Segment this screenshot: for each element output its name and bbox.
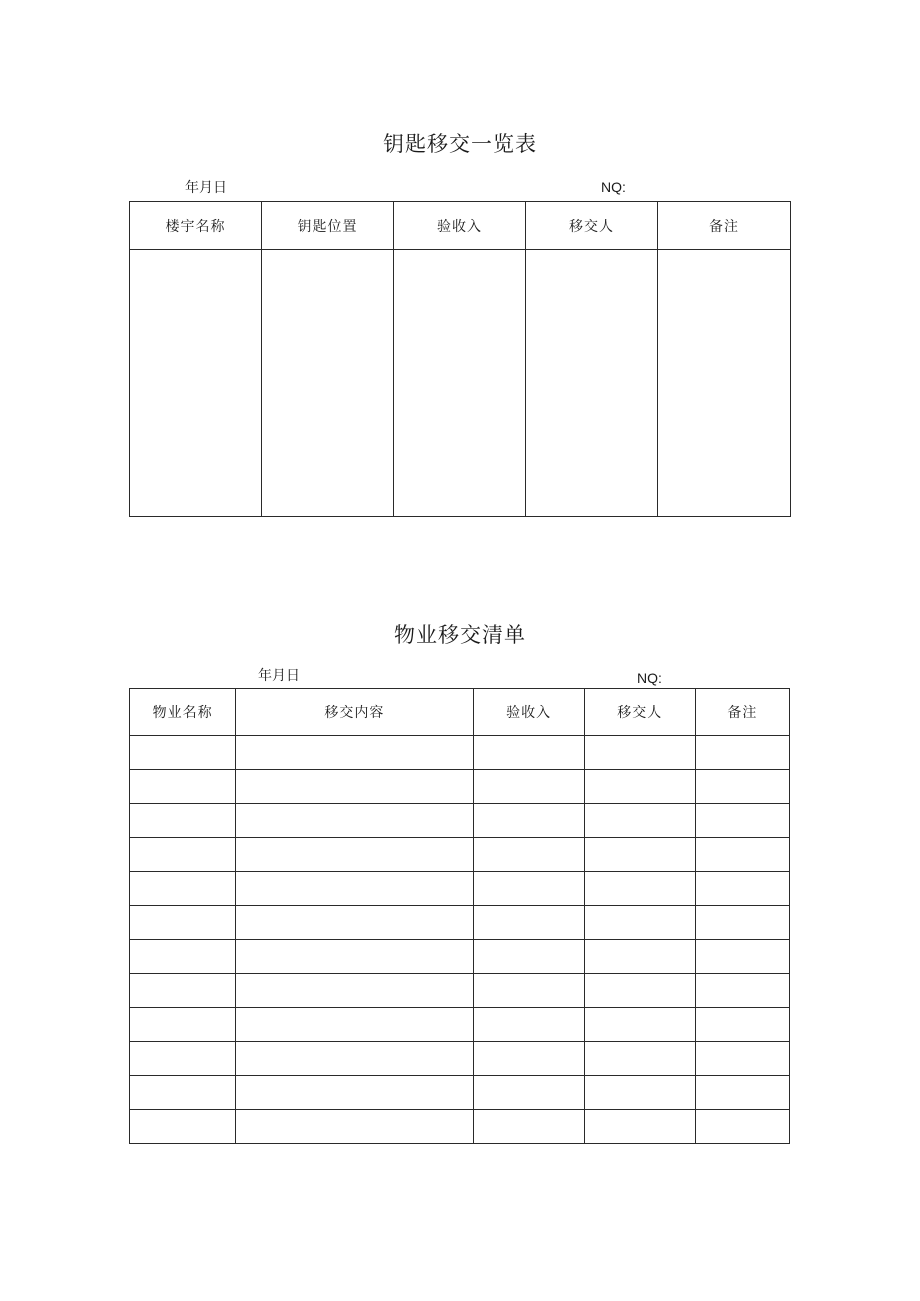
key-handover-table — [129, 201, 791, 517]
table-cell[interactable] — [584, 906, 695, 940]
table-row — [130, 1008, 790, 1042]
table-cell[interactable] — [473, 1042, 584, 1076]
table-cell[interactable] — [526, 250, 658, 517]
table-row — [130, 1042, 790, 1076]
table-cell[interactable] — [695, 1042, 789, 1076]
table-cell[interactable] — [130, 940, 236, 974]
table-cell[interactable] — [584, 736, 695, 770]
table-cell[interactable] — [236, 1076, 473, 1110]
table-cell[interactable] — [584, 1042, 695, 1076]
table-row — [130, 872, 790, 906]
table-cell[interactable] — [473, 872, 584, 906]
property-table-number-label: NQ: — [637, 670, 662, 686]
table-header-row — [130, 202, 791, 250]
table-cell[interactable] — [130, 872, 236, 906]
table-cell[interactable] — [130, 974, 236, 1008]
table-cell[interactable] — [130, 906, 236, 940]
table-header-row — [130, 689, 790, 736]
table-row — [130, 804, 790, 838]
column-header-receiver: 验收入 — [473, 689, 584, 736]
table-cell[interactable] — [473, 804, 584, 838]
table-cell[interactable] — [695, 1076, 789, 1110]
table-cell[interactable] — [584, 1008, 695, 1042]
table-cell[interactable] — [695, 838, 789, 872]
table-cell[interactable] — [584, 770, 695, 804]
table-cell[interactable] — [236, 1008, 473, 1042]
table-cell[interactable] — [236, 906, 473, 940]
column-header-key-location: 钥匙位置 — [262, 202, 394, 250]
table-cell[interactable] — [695, 872, 789, 906]
column-header-remarks: 备注 — [658, 202, 791, 250]
table-cell[interactable] — [130, 736, 236, 770]
table-cell[interactable] — [473, 838, 584, 872]
table-cell[interactable] — [473, 940, 584, 974]
table-cell[interactable] — [236, 872, 473, 906]
table-cell[interactable] — [473, 770, 584, 804]
table-cell[interactable] — [584, 838, 695, 872]
table-row — [130, 1076, 790, 1110]
table-cell[interactable] — [236, 940, 473, 974]
table-cell[interactable] — [236, 838, 473, 872]
table-cell[interactable] — [130, 250, 262, 517]
table-cell[interactable] — [584, 940, 695, 974]
table-cell[interactable] — [473, 974, 584, 1008]
table-cell[interactable] — [584, 1110, 695, 1144]
table-cell[interactable] — [236, 804, 473, 838]
table-cell[interactable] — [658, 250, 791, 517]
table-cell[interactable] — [695, 736, 789, 770]
table-cell[interactable] — [130, 838, 236, 872]
table-cell[interactable] — [130, 1076, 236, 1110]
table-cell[interactable] — [394, 250, 526, 517]
table-row — [130, 974, 790, 1008]
table-cell[interactable] — [584, 974, 695, 1008]
key-handover-title: 钥匙移交一览表 — [383, 132, 537, 156]
table-cell[interactable] — [236, 1042, 473, 1076]
table-cell[interactable] — [584, 804, 695, 838]
property-handover-table — [129, 688, 790, 1144]
table-cell[interactable] — [695, 770, 789, 804]
column-header-remarks: 备注 — [695, 689, 789, 736]
table-cell[interactable] — [236, 1110, 473, 1144]
property-table-date-label: 年月日 — [258, 668, 300, 684]
key-table-number-label: NQ: — [601, 179, 626, 195]
table-cell[interactable] — [236, 974, 473, 1008]
table-cell[interactable] — [473, 1008, 584, 1042]
column-header-handover-content: 移交内容 — [236, 689, 473, 736]
table-cell[interactable] — [130, 1110, 236, 1144]
column-header-building-name: 楼宇名称 — [130, 202, 262, 250]
table-cell[interactable] — [695, 974, 789, 1008]
column-header-handover-person: 移交人 — [526, 202, 658, 250]
table-cell[interactable] — [236, 736, 473, 770]
table-cell[interactable] — [473, 736, 584, 770]
table-cell[interactable] — [236, 770, 473, 804]
table-cell[interactable] — [473, 1076, 584, 1110]
table-row — [130, 1110, 790, 1144]
table-cell[interactable] — [584, 872, 695, 906]
table-cell[interactable] — [695, 906, 789, 940]
table-row — [130, 906, 790, 940]
column-header-receiver: 验收入 — [394, 202, 526, 250]
column-header-property-name: 物业名称 — [130, 689, 236, 736]
key-table-date-label: 年月日 — [185, 180, 227, 196]
table-row — [130, 838, 790, 872]
table-cell[interactable] — [695, 1110, 789, 1144]
property-table-body — [130, 736, 790, 1144]
table-cell[interactable] — [473, 906, 584, 940]
table-cell[interactable] — [695, 940, 789, 974]
table-cell[interactable] — [130, 770, 236, 804]
table-cell[interactable] — [130, 1042, 236, 1076]
table-cell[interactable] — [262, 250, 394, 517]
table-cell[interactable] — [584, 1076, 695, 1110]
table-row — [130, 250, 791, 517]
table-row — [130, 736, 790, 770]
column-header-handover-person: 移交人 — [584, 689, 695, 736]
property-handover-title: 物业移交清单 — [394, 623, 526, 647]
table-row — [130, 940, 790, 974]
table-cell[interactable] — [695, 1008, 789, 1042]
table-cell[interactable] — [473, 1110, 584, 1144]
table-row — [130, 770, 790, 804]
table-cell[interactable] — [130, 1008, 236, 1042]
table-cell[interactable] — [130, 804, 236, 838]
table-cell[interactable] — [695, 804, 789, 838]
